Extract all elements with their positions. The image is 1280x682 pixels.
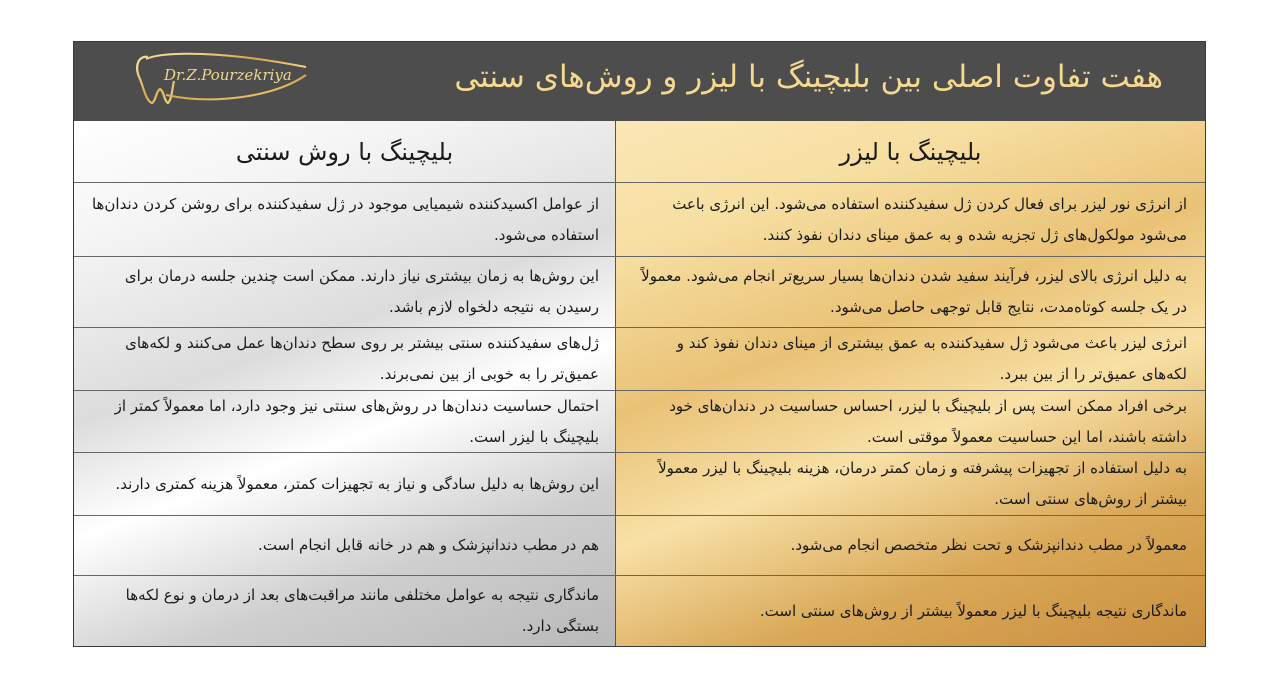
laser-column-header: بلیچینگ با لیزر: [839, 137, 982, 166]
laser-cell: به دلیل استفاده از تجهیزات پیشرفته و زمان کمتر درمان، هزینه بلیچینگ با لیزر معمولاً بیشتر از روش‌های سنتی است.: [658, 459, 1187, 508]
comparison-table: [74, 121, 1205, 646]
laser-cell: از انرژی نور لیزر برای فعال کردن ژل سفیدکننده استفاده می‌شود. این انرژی باعث می‌شود مولکول‌های ژل تجزیه شده و به عمق مینای دندان نفوذ کنند.: [672, 194, 1187, 244]
traditional-cell: از عوامل اکسیدکننده شیمیایی موجود در ژل سفیدکننده برای روشن کردن دندان‌ها استفاده می‌شود.: [91, 194, 599, 244]
laser-cell: ماندگاری نتیجه بلیچینگ با لیزر معمولاً بیشتر از روش‌های سنتی است.: [759, 601, 1187, 620]
logo-text: Dr.Z.Pourzekriya: [164, 66, 292, 84]
laser-cell: به دلیل انرژی بالای لیزر، فرآیند سفید شدن دندان‌ها بسیار سریع‌تر انجام می‌شود. معمولاً در یک جلسه کوتاه‌مدت، نتایج قابل توجهی حاصل می‌شود.: [641, 267, 1187, 316]
title-bar: [74, 42, 1205, 121]
laser-cell: برخی افراد ممکن است پس از بلیچینگ با لیزر، احساس حساسیت در دندان‌های خود داشته باشند، اما این حساسیت معمولاً موقتی است.: [669, 396, 1187, 446]
page-title: هفت تفاوت اصلی بین بلیچینگ با لیزر و روش‌های سنتی: [454, 59, 1163, 95]
traditional-cell: ماندگاری نتیجه به عوامل مختلفی مانند مراقبت‌های بعد از درمان و نوع لکه‌ها بستگی دارد.: [125, 586, 599, 635]
clinic-logo: [134, 49, 309, 111]
traditional-cell: احتمال حساسیت دندان‌ها در روش‌های سنتی نیز وجود دارد، اما معمولاً کمتر از بلیچینگ با لیزر است.: [114, 396, 599, 446]
traditional-column-header: بلیچینگ با روش سنتی: [235, 137, 454, 166]
comparison-infographic: [73, 41, 1206, 647]
laser-cell: معمولاً در مطب دندانپزشک و تحت نظر متخصص انجام می‌شود.: [790, 536, 1187, 554]
laser-cell: انرژی لیزر باعث می‌شود ژل سفیدکننده به عمق بیشتری از مینای دندان نفوذ کند و لکه‌های عمیق‌تر را از بین ببرد.: [676, 334, 1187, 383]
traditional-cell: این روش‌ها به دلیل سادگی و نیاز به تجهیزات کمتر، معمولاً هزینه کمتری دارند.: [115, 474, 599, 493]
traditional-cell: هم در مطب دندانپزشک و هم در خانه قابل انجام است.: [258, 536, 599, 554]
traditional-cell: این روش‌ها به زمان بیشتری نیاز دارند. ممکن است چندین جلسه درمان برای رسیدن به نتیجه دلخواه لازم باشد.: [124, 267, 599, 316]
traditional-cell: ژل‌های سفیدکننده سنتی بیشتر بر روی سطح دندان‌ها عمل می‌کنند و لکه‌های عمیق‌تر را به خوبی از بین نمی‌برند.: [125, 334, 599, 383]
